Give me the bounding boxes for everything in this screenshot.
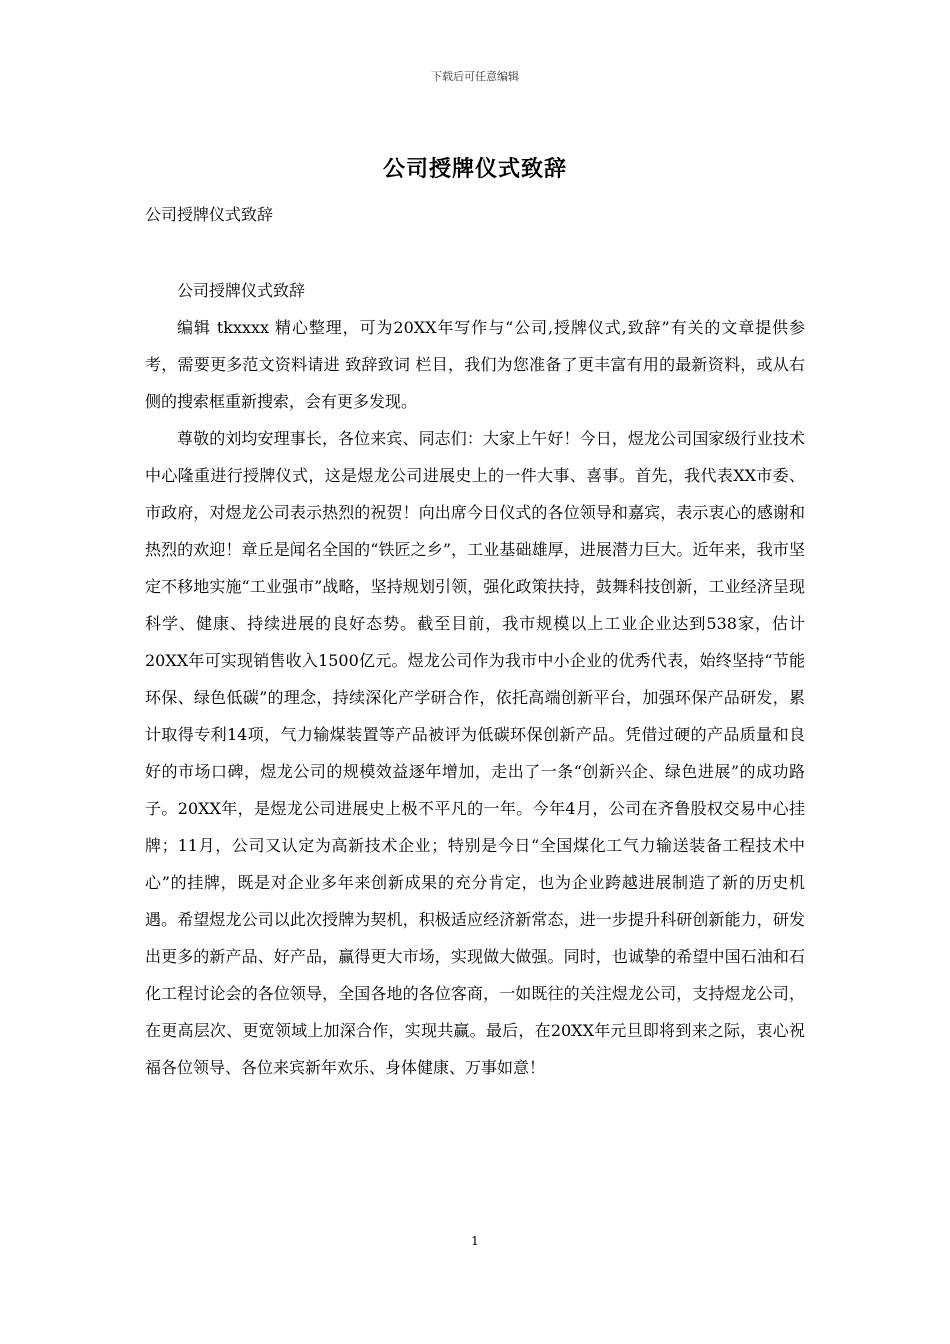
- paragraph-heading: 公司授牌仪式致辞: [177, 281, 306, 300]
- paragraph-speech: 尊敬的刘均安理事长，各位来宾、同志们：大家上午好！今日，煜龙公司国家级行业技术中心隆重进行授牌仪式，这是煜龙公司进展史上的一件大事、喜事。首先，我代表XX市委、市政府，对煜龙公司表示热烈的祝贺！向出席今日仪式的各位领导和嘉宾，表示衷心的感谢和热烈的欢迎！章丘是闻名全国的“铁匠之乡”，工业基础雄厚，进展潜力巨大。近年来，我市坚定不移地实施“工业强市”战略，坚持规划引领，强化政策扶持，鼓舞科技创新，工业经济呈现科学、健康、持续进展的良好态势。截至目前，我市规模以上工业企业达到538家，估计20XX年可实现销售收入1500亿元。煜龙公司作为我市中小企业的优秀代表，始终坚持“节能环保、绿色低碳”的理念，持续深化产学研合作，依托高端创新平台，加强环保产品研发，累计取得专利14项，气力输煤装置等产品被评为低碳环保创新产品。凭借过硬的产品质量和良好的市场口碑，煜龙公司的规模效益逐年增加，走出了一条“创新兴企、绿色进展”的成功路子。20XX年，是煜龙公司进展史上极不平凡的一年。今年4月，公司在齐鲁股权交易中心挂牌；11月，公司又认定为高新技术企业；特别是今日“全国煤化工气力输送装备工程技术中心”的挂牌，既是对企业多年来创新成果的充分肯定，也为企业跨越进展制造了新的历史机遇。希望煜龙公司以此次授牌为契机，积极适应经济新常态，进一步提升科研创新能力，研发出更多的新产品、好产品，赢得更大市场，实现做大做强。同时，也诚挚的希望中国石油和石化工程讨论会的各位领导，全国各地的各位客商，一如既往的关注煜龙公司，支持煜龙公司，在更高层次、更宽领域上加深合作，实现共赢。最后，在20XX年元旦即将到来之际，衷心祝福各位领导、各位来宾新年欢乐、身体健康、万事如意！: [145, 429, 805, 1077]
- header-note: 下载后可任意编辑: [431, 70, 519, 83]
- page-number: 1: [471, 1234, 479, 1248]
- document-subtitle: 公司授牌仪式致辞: [145, 205, 274, 224]
- document-body: [145, 272, 805, 1086]
- document-title: 公司授牌仪式致辞: [382, 156, 567, 182]
- paragraph-editor-note: 编辑 tkxxxx 精心整理，可为20XX年写作与“公司,授牌仪式,致辞”有关的文章提供参考，需要更多范文资料请进 致辞致词 栏目，我们为您准备了更丰富有用的最新资料，或从右侧的搜索框重新搜索，会有更多发现。: [145, 318, 805, 411]
